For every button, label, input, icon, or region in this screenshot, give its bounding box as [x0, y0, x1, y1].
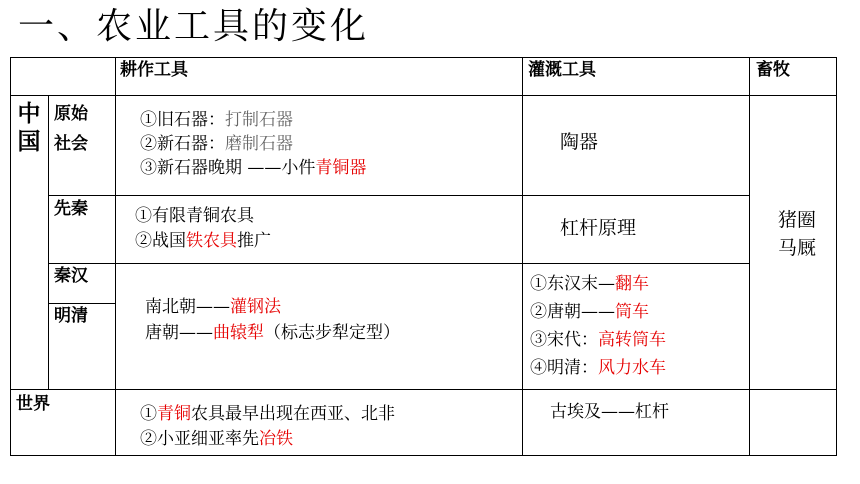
world-cultivation-tools: ①青铜农具最早出现在西亚、北非 ②小亚细亚率先冶铁	[140, 404, 395, 449]
row-label-primitive: 原始 社会	[54, 104, 88, 154]
primitive-irrigation-tools: 陶器	[560, 131, 599, 153]
pre-qin-irrigation-tools: 杠杆原理	[560, 217, 637, 239]
row-label-world: 世界	[16, 394, 50, 414]
header-guangai: 灌溉工具	[528, 60, 596, 80]
world-irrigation-tools: 古埃及——杠杆	[550, 402, 669, 422]
header-xumu: 畜牧	[756, 60, 790, 80]
pre-qin-cultivation-tools: ①有限青铜农具 ②战国铁农具推广	[135, 206, 271, 251]
husbandry-tools: 猪圈 马厩	[778, 209, 817, 259]
page-title: 一、农业工具的变化	[18, 6, 370, 47]
row-label-qin-han: 秦汉	[54, 266, 88, 286]
row-label-ming-qing: 明清	[54, 306, 88, 326]
row-label-pre-qin: 先秦	[54, 199, 88, 219]
qin-ming-irrigation-tools: ①东汉末—翻车 ②唐朝——筒车 ③宋代：高转筒车 ④明清：风力水车	[530, 274, 666, 378]
row-label-china: 中国	[17, 101, 41, 155]
header-gengzuo: 耕作工具	[120, 60, 188, 80]
primitive-cultivation-tools: ①旧石器：打制石器 ②新石器：磨制石器 ③新石器晚期 ——小件青铜器	[140, 110, 367, 178]
qin-ming-cultivation-tools: 南北朝——灌钢法 唐朝——曲辕犁（标志步犁定型）	[145, 297, 400, 343]
